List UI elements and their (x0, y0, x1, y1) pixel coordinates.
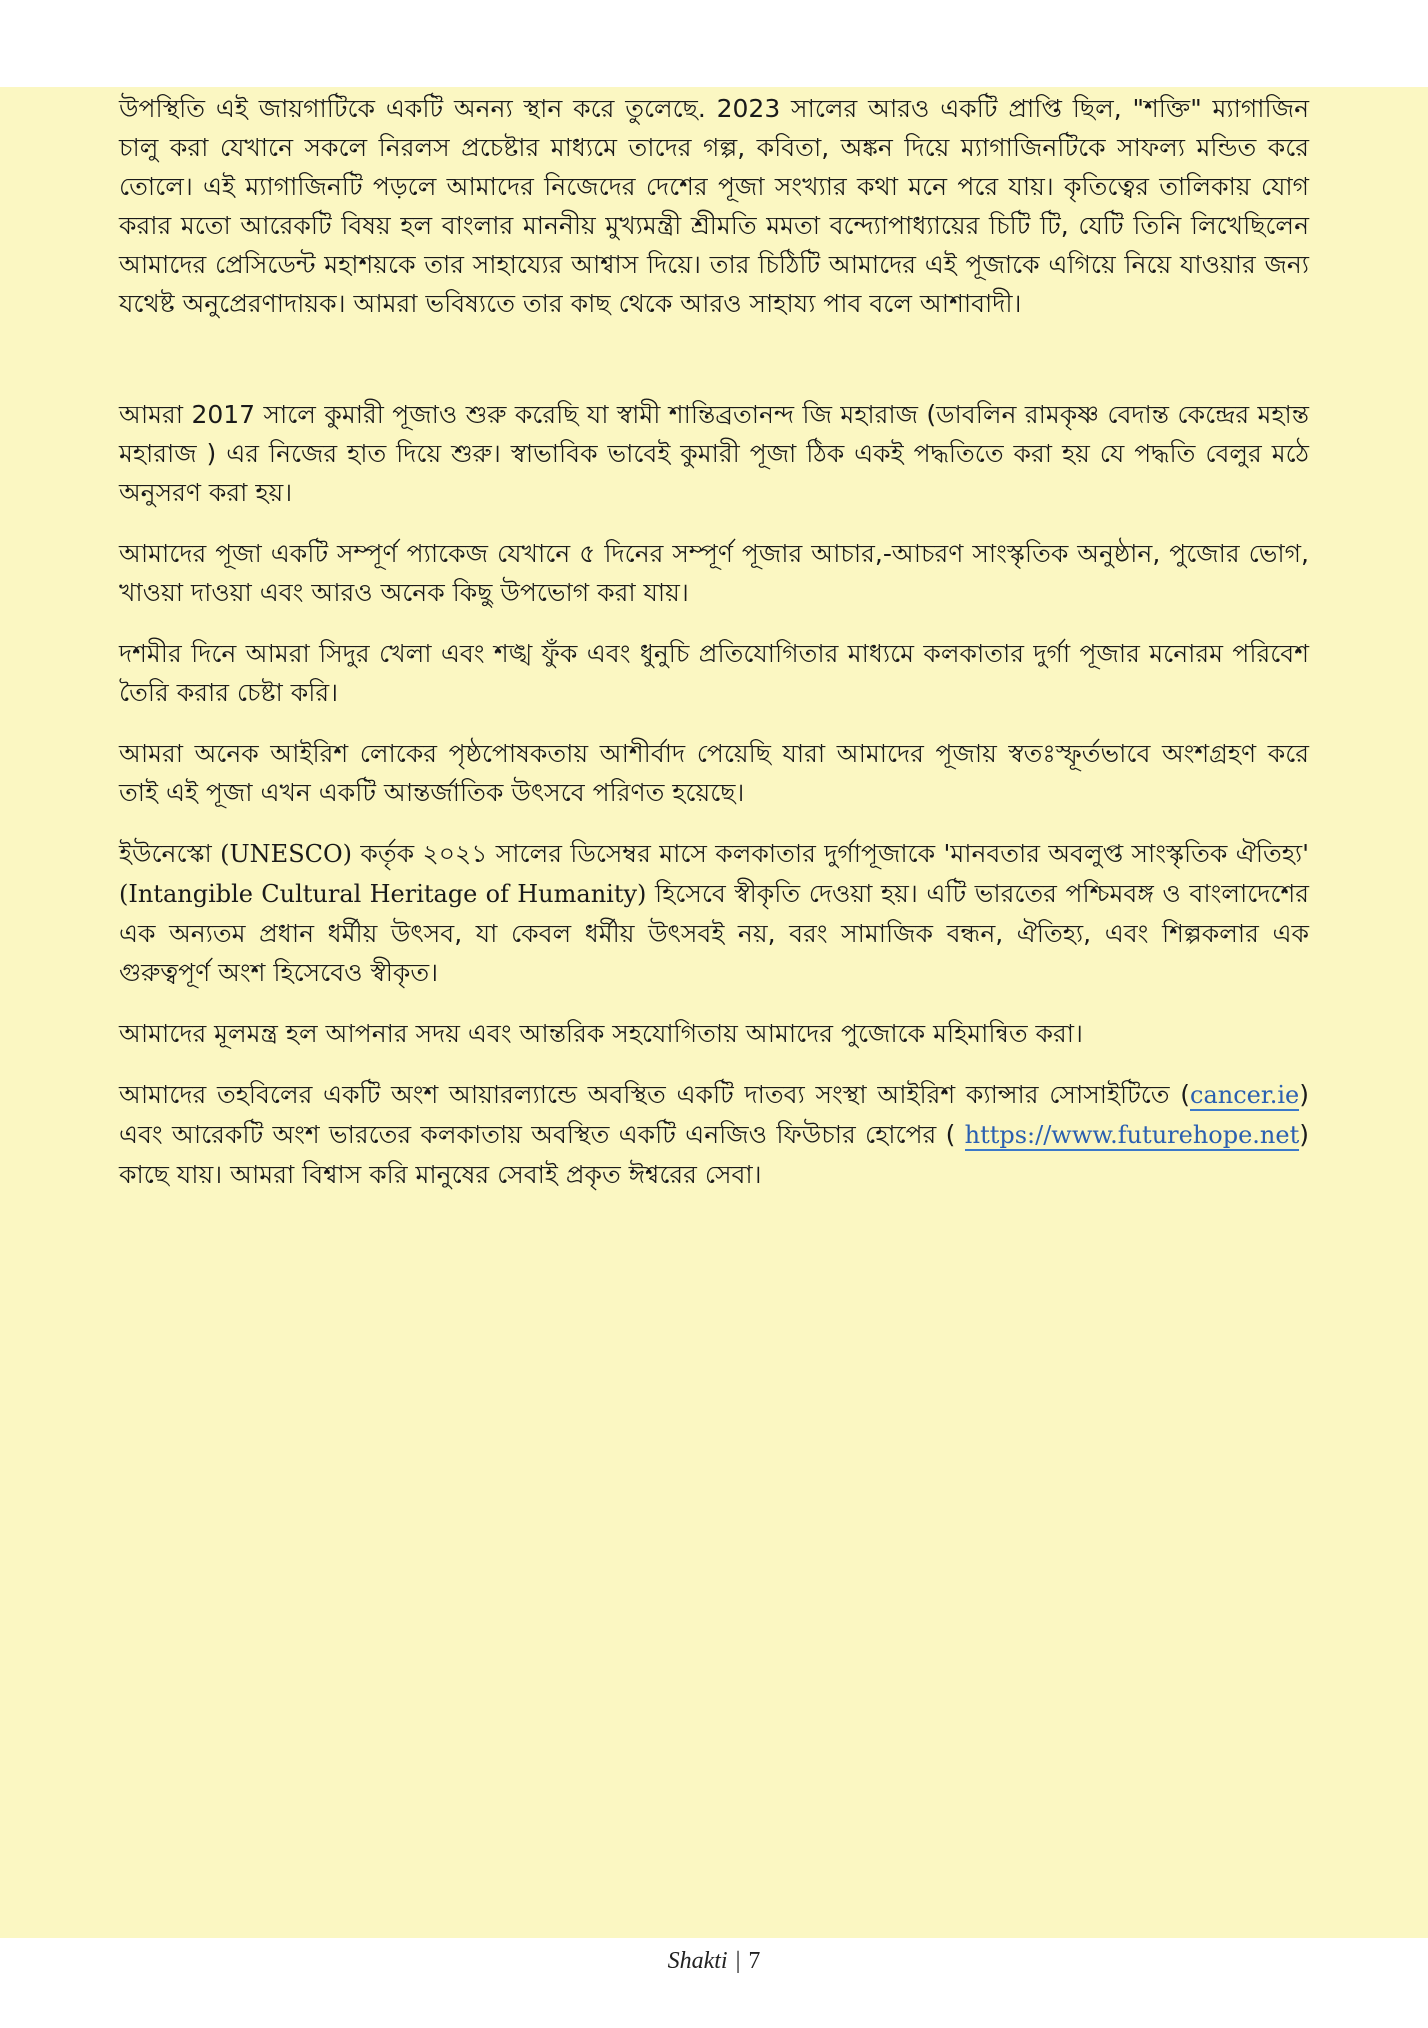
funds-text-b: ) এবং আরেকটি অংশ ভারতের কলকাতায় অবস্থিত একটি এনজিও ফিউচার হোপের ( (119, 1080, 1309, 1149)
page-footer (0, 1948, 1428, 1975)
unesco-acronym: (UNESCO) (220, 840, 353, 868)
cancer-ie-link[interactable]: cancer.ie (1190, 1081, 1300, 1109)
paragraph-puja-package: আমাদের পূজা একটি সম্পূর্ণ প্যাকেজ যেখানে ৫ দিনের সম্পূর্ণ পূজার আচার,-আচরণ সাংস্কৃতিক অনুষ্ঠান, পুজোর ভোগ, খাওয়া দাওয়া এবং আরও অনেক কিছু উপভোগ করা যায়। (119, 539, 1309, 607)
paragraph-motto: আমাদের মূলমন্ত্র হল আপনার সদয় এবং আন্তরিক সহযোগিতায় আমাদের পুজোকে মহিমান্বিত করা। (119, 1019, 1083, 1048)
funds-text-c: ) কাছে যায়। আমরা বিশ্বাস করি মানুষের সেবাই প্রকৃত ঈশ্বরের সেবা। (119, 1120, 1309, 1189)
funds-text-a: আমাদের তহবিলের একটি অংশ আয়ারল্যান্ডে অবস্থিত একটি দাতব্য সংস্থা আইরিশ ক্যান্সার সোসাইটিতে ( (119, 1080, 1191, 1109)
unesco-text-a: ইউনেস্কো (119, 839, 221, 868)
futurehope-link[interactable]: https://www.futurehope.net (964, 1121, 1300, 1149)
paragraph-unesco (119, 834, 1309, 992)
paragraph-funds (119, 1075, 1309, 1194)
footer-separator: | (735, 1948, 741, 1974)
paragraph-irish-patronage: আমরা অনেক আইরিশ লোকের পৃষ্ঠপোষকতায় আশীর্বাদ পেয়েছি যারা আমাদের পূজায় স্বতঃস্ফূর্তভাবে অংশগ্রহণ করে তাই এই পূজা এখন একটি আন্তর্জাতিক উৎসবে পরিণত হয়েছে। (119, 739, 1309, 807)
paragraph-kumari-puja: আমরা 2017 সালে কুমারী পূজাও শুরু করেছি যা স্বামী শান্তিব্রতানন্দ জি মহারাজ (ডাবলিন রামকৃষ্ণ বেদান্ত কেন্দ্রের মহান্ত মহারাজ ) এর নিজের হাত দিয়ে শুরু। স্বাভাবিক ভাবেই কুমারী পূজা ঠিক একই পদ্ধতিতে করা হয় যে পদ্ধতি বেলুর মঠে অনুসরণ করা হয়। (119, 400, 1309, 507)
paragraph-dashami: দশমীর দিনে আমরা সিদুর খেলা এবং শঙ্খ ফুঁক এবং ধুনুচি প্রতিযোগিতার মাধ্যমে কলকাতার দুর্গা পূজার মনোরম পরিবেশ তৈরি করার চেষ্টা করি। (119, 639, 1309, 707)
magazine-title: Shakti (667, 1948, 728, 1974)
heritage-english-term: (Intangible Cultural Heritage of Humanity) (119, 880, 647, 908)
paragraph-achievements: উপস্থিতি এই জায়গাটিকে একটি অনন্য স্থান করে তুলেছে. 2023 সালের আরও একটি প্রাপ্তি ছিল, "শক্তি" ম্যাগাজিন চালু করা যেখানে সকলে নিরলস প্রচেষ্টার মাধ্যমে তাদের গল্প, কবিতা, অঙ্কন দিয়ে ম্যাগাজিনটিকে সাফল্য মন্ডিত করে তোলে। এই ম্যাগাজিনটি পড়লে আমাদের নিজেদের দেশের পূজা সংখ্যার কথা মনে পরে যায়। কৃতিত্বের তালিকায় যোগ করার মতো আরেকটি বিষয় হল বাংলার মাননীয় মুখ্যমন্ত্রী শ্রীমতি মমতা বন্দ্যোপাধ্যায়ের চিটি টি, যেটি তিনি লিখেছিলেন আমাদের প্রেসিডেন্ট মহাশয়কে তার সাহায্যের আশ্বাস দিয়ে। তার চিঠিটি আমাদের এই পূজাকে এগিয়ে নিয়ে যাওয়ার জন্য যথেষ্ট অনুপ্রেরণাদায়ক। আমরা ভবিষ্যতে তার কাছ থেকে আরও সাহায্য পাব বলে আশাবাদী। (119, 94, 1309, 318)
unesco-text-b: কর্তৃক ২০২১ সালের ডিসেম্বর মাসে কলকাতার দুর্গাপূজাকে 'মানবতার অবলুপ্ত সাংস্কৃতিক ঐতিহ্য' (352, 839, 1309, 868)
page-number: 7 (748, 1948, 761, 1974)
article-body (119, 89, 1309, 1216)
unesco-text-c: হিসেবে স্বীকৃতি দেওয়া হয়। এটি ভারতের পশ্চিমবঙ্গ ও বাংলাদেশের এক অন্যতম প্রধান ধর্মীয় উৎসব, যা কেবল ধর্মীয় উৎসবই নয়, বরং সামাজিক বন্ধন, ঐতিহ্য, এবং শিল্পকলার এক গুরুত্বপূর্ণ অংশ হিসেবেও স্বীকৃত। (119, 879, 1309, 987)
